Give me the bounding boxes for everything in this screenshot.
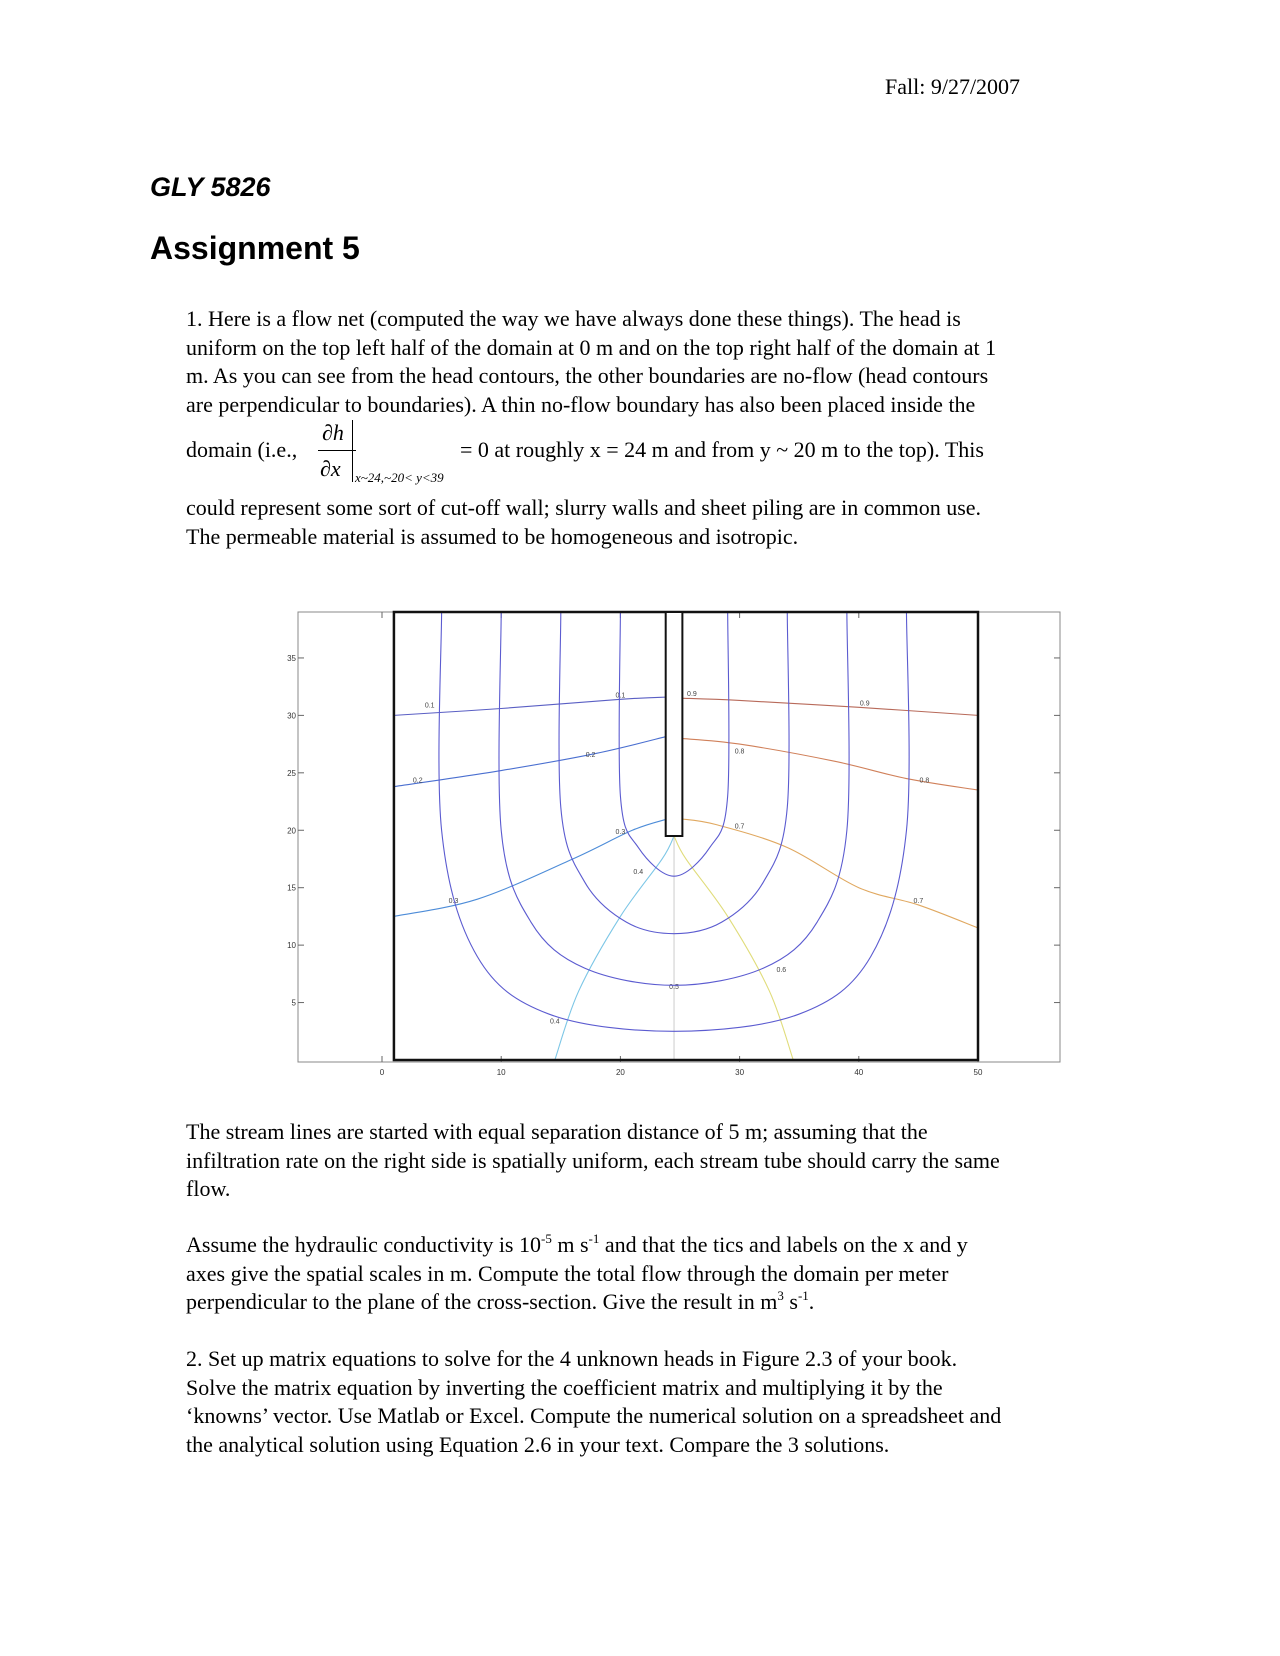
x-tick-label: 10: [496, 1068, 506, 1077]
text-line: flow.: [186, 1176, 231, 1201]
contour-label: 0.4: [633, 869, 644, 877]
text-fragment: Assume the hydraulic conductivity is 10: [186, 1232, 541, 1257]
conductivity-paragraph: [186, 1231, 1116, 1317]
x-tick-label: 20: [615, 1068, 625, 1077]
head-contour: [555, 836, 674, 1060]
contour-label: 0.9: [859, 700, 870, 708]
contour-label: 0.1: [424, 702, 435, 710]
text-line: are perpendicular to boundaries). A thin no-flow boundary has also been placed inside the: [186, 391, 976, 417]
head-contour: [394, 736, 668, 787]
text-line: could represent some sort of cut-off wall; slurry walls and sheet piling are in common use.: [186, 495, 982, 520]
head-contour: [680, 698, 978, 715]
text-fragment: s: [783, 1289, 798, 1314]
y-tick-label: 5: [291, 998, 296, 1008]
contour-label: 0.8: [919, 777, 930, 785]
exponent: -5: [541, 1231, 552, 1246]
text-line: The permeable material is assumed to be homogeneous and isotropic.: [186, 523, 799, 549]
text-fragment: .: [808, 1289, 815, 1314]
stream-line-paragraph: [186, 1118, 1116, 1204]
header-date: Fall: 9/27/2007: [885, 74, 1021, 99]
x-tick-label: 40: [854, 1068, 864, 1077]
head-contour: [674, 836, 793, 1060]
course-code: GLY 5826: [150, 172, 271, 202]
y-tick-label: 20: [287, 826, 296, 836]
formula-numerator: ∂h: [322, 420, 344, 445]
exponent: 3: [777, 1288, 784, 1303]
x-tick-label: 0: [379, 1068, 385, 1077]
cutoff-wall: [666, 612, 683, 836]
contour-label: 0.8: [734, 748, 745, 756]
contour-label: 0.1: [615, 692, 626, 700]
text-fragment: perpendicular to the plane of the cross-section. Give the result in m: [186, 1289, 778, 1314]
contour-label: 0.6: [776, 966, 787, 974]
contour-label: 0.5: [669, 984, 679, 992]
x-tick-label: 50: [973, 1068, 983, 1077]
evaluation-bar: [352, 420, 353, 482]
figure-overlay: [394, 612, 978, 1060]
text-line: infiltration rate on the right side is spatially uniform, each stream tube should carry the same: [186, 1147, 1000, 1173]
text-line: The stream lines are started with equal separation distance of 5 m; assuming that the: [186, 1119, 928, 1144]
contour-label: 0.4: [549, 1018, 560, 1026]
question-2: [186, 1345, 1116, 1459]
x-tick-label: 30: [735, 1068, 745, 1077]
head-contour: [394, 697, 668, 715]
exponent: -1: [588, 1231, 600, 1246]
question-1-tail: [186, 494, 1116, 551]
contour-label: 0.3: [448, 897, 459, 905]
text-line: axes give the spatial scales in m. Compute the total flow through the domain per meter: [186, 1260, 949, 1286]
text-line: [186, 1288, 1116, 1317]
y-tick-label: 30: [287, 711, 296, 721]
formula-suffix: = 0 at roughly x = 24 m and from y ~ 20 m to the top). This: [460, 437, 984, 462]
text-line: m. As you can see from the head contours, the other boundaries are no-flow (head contours: [186, 363, 989, 388]
text-line: Solve the matrix equation by inverting the coefficient matrix and multiplying it by the: [186, 1374, 943, 1400]
text-line: the analytical solution using Equation 2.6 in your text. Compare the 3 solutions.: [186, 1431, 890, 1457]
text-line: 2. Set up matrix equations to solve for the 4 unknown heads in Figure 2.3 of your book.: [186, 1346, 958, 1371]
text-line: ‘knowns’ vector. Use Matlab or Excel. Compute the numerical solution on a spreadsheet and: [186, 1403, 1002, 1428]
text-fragment: and that the tics and labels on the x and y: [599, 1232, 968, 1257]
fraction-bar: [318, 450, 356, 451]
formula-denominator: ∂x: [320, 456, 341, 481]
exponent: -1: [797, 1288, 809, 1303]
question-1-intro: [186, 305, 1116, 419]
domain-boundary: [394, 612, 978, 1060]
text-fragment: m s: [551, 1232, 589, 1257]
head-contour: [394, 819, 668, 917]
page-title: Assignment 5: [150, 230, 360, 266]
contour-label: 0.2: [412, 777, 423, 785]
contour-label: 0.2: [585, 752, 596, 760]
contour-label: 0.7: [913, 897, 924, 905]
y-tick-label: 25: [287, 768, 296, 778]
contour-label: 0.3: [615, 829, 626, 836]
head-contours: [394, 691, 978, 1060]
contour-label: 0.7: [734, 823, 745, 831]
text-line: 1. Here is a flow net (computed the way we have always done these things). The head is: [186, 306, 961, 331]
head-contour: [680, 738, 978, 790]
y-tick-label: 35: [287, 653, 296, 663]
formula-prefix: domain (i.e.,: [186, 437, 298, 462]
text-line: uniform on the top left half of the domain at 0 m and on the top right half of the domain at 1: [186, 334, 997, 360]
flow-net-figure: [287, 610, 1070, 1077]
contour-label: 0.9: [687, 691, 697, 699]
formula-subscript: x~24,~20< y<39: [355, 470, 444, 485]
y-tick-label: 15: [287, 883, 296, 893]
text-line: [186, 1231, 1116, 1260]
y-tick-label: 10: [287, 941, 296, 951]
